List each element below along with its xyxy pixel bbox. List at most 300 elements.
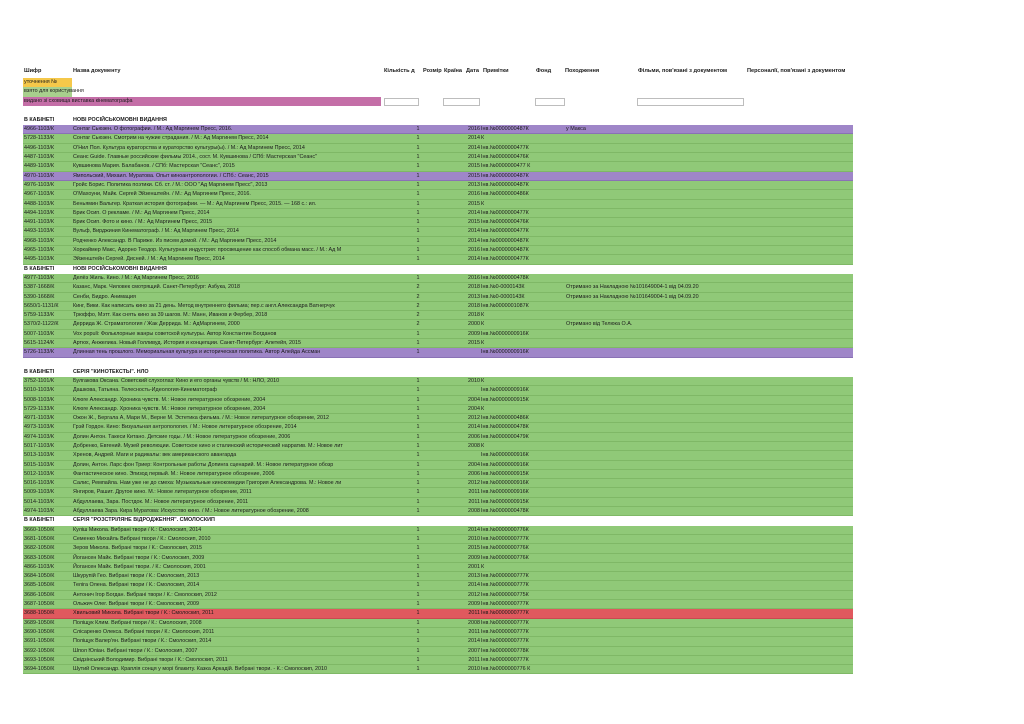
cell-year[interactable]: 2011 xyxy=(468,610,480,617)
cell-qty[interactable]: 1 xyxy=(416,219,420,226)
cell-qty[interactable]: 1 xyxy=(416,526,420,533)
cell-qty[interactable]: 1 xyxy=(416,340,420,347)
cell-qty[interactable]: 1 xyxy=(416,656,420,663)
cell-inventory[interactable]: Інв.№0000000776К xyxy=(481,554,529,561)
cell-inventory[interactable]: Інв.№0000001087К xyxy=(481,302,529,309)
cell-title[interactable]: Янгиров, Рашит. Другое кино. М.: Новое литературное обозрение, 2011 xyxy=(73,489,252,496)
cell-inventory[interactable]: Інв.№0000000777К xyxy=(481,619,529,626)
cell-code[interactable]: 5650/1-1131/К xyxy=(24,302,59,309)
cell-code[interactable]: 5729-1133/К xyxy=(24,405,55,412)
cell-year[interactable]: 2018 xyxy=(468,284,480,291)
cell-title[interactable]: Клюге Александр. Хроника чувств. М.: Новое литературное обозрение, 2004 xyxy=(73,405,266,412)
cell-code[interactable]: 4491-1103/К xyxy=(24,219,55,226)
cell-title[interactable]: О'Нил Пол. Культура кураторства и кураторство культуры(ы). / М.: Ад Маргинем Пресс, 2014 xyxy=(73,144,305,151)
cell-qty[interactable]: 1 xyxy=(416,433,420,440)
header-size[interactable]: Розмір xyxy=(423,68,442,74)
cell-qty[interactable]: 1 xyxy=(416,126,420,133)
cell-qty[interactable]: 1 xyxy=(416,135,420,142)
cell-year[interactable]: 2009 xyxy=(468,554,480,561)
table-row[interactable] xyxy=(23,656,853,665)
cell-qty[interactable]: 1 xyxy=(416,228,420,235)
cell-title[interactable]: Добренко, Евгений. Музей революции. Советское кино и сталинский исторический нарратив. М.: Новое лит xyxy=(73,442,343,449)
cell-code[interactable]: 3694-1050/К xyxy=(24,666,55,673)
cell-title[interactable]: Дашкова, Татьяна. Телесность-Идеология-Кинематограф xyxy=(73,387,217,394)
table-row[interactable] xyxy=(23,507,853,516)
cell-title[interactable]: Делёз Жиль. Кино. / М.: Ад Маргинем Пресс, 2016 xyxy=(73,274,199,281)
table-row[interactable] xyxy=(23,237,853,246)
cell-code[interactable]: 4977-1103/К xyxy=(24,274,55,281)
filter-box-country[interactable] xyxy=(443,98,480,106)
header-persons[interactable]: Персоналії, пов'язані з документом xyxy=(747,68,846,74)
cell-title[interactable]: Абдуллаева Зара. Кира Муратова: Искусство кино. / М.: Новое литературное обозрение, 2008 xyxy=(73,508,309,515)
cell-qty[interactable]: 1 xyxy=(416,144,420,151)
cell-inventory[interactable]: К xyxy=(481,321,485,328)
table-row[interactable] xyxy=(23,386,853,395)
table-row[interactable] xyxy=(23,330,853,339)
cell-note[interactable]: Отримано від Телюка О.А. xyxy=(566,321,633,328)
cell-code[interactable]: 4495-1103/К xyxy=(24,256,55,263)
cell-year[interactable]: 2010 xyxy=(468,666,480,673)
header-code[interactable]: Шифр xyxy=(24,68,42,74)
cell-code[interactable]: 4966-1103/К xyxy=(24,126,55,133)
cell-title[interactable]: Ожон Ж., Бергала А, Мари М., Верне М. Эстетика фильма. / М.: Новое литературное обозрение, 2012 xyxy=(73,415,329,422)
table-row[interactable] xyxy=(23,581,853,590)
table-row[interactable] xyxy=(23,498,853,507)
cell-code[interactable]: 4967-1103/К xyxy=(24,191,55,198)
cell-inventory[interactable]: Інв.№0000000478К xyxy=(481,424,529,431)
cell-title[interactable]: Сонтаг Сьюзен. Смотрим на чужие страдания. / М.: Ад Маргинем Пресс, 2014 xyxy=(73,135,269,142)
table-row[interactable] xyxy=(23,293,853,302)
header-qty[interactable]: Кількість д xyxy=(384,68,415,74)
cell-code[interactable]: 3686-1050/К xyxy=(24,591,55,598)
cell-qty[interactable]: 1 xyxy=(416,498,420,505)
cell-inventory[interactable]: Інв.№0000000486К xyxy=(481,191,529,198)
table-row[interactable] xyxy=(23,134,853,143)
cell-code[interactable]: 4866-1103/К xyxy=(24,563,55,570)
cell-qty[interactable]: 1 xyxy=(416,424,420,431)
cell-inventory[interactable]: Інв.№0000000477К xyxy=(481,256,529,263)
cell-year[interactable]: 2007 xyxy=(468,647,480,654)
table-row[interactable] xyxy=(23,153,853,162)
cell-inventory[interactable]: К xyxy=(481,377,485,384)
cell-title[interactable]: Абдуллаева, Зара. Постдок. М.: Новое литературное обозрение, 2011 xyxy=(73,498,249,505)
header-source[interactable]: Походження xyxy=(565,68,600,74)
cell-year[interactable]: 2016 xyxy=(468,274,480,281)
cell-qty[interactable]: 2 xyxy=(416,293,420,300)
cell-inventory[interactable]: Інв.№0000000777К xyxy=(481,656,529,663)
table-row[interactable] xyxy=(23,283,853,292)
cell-qty[interactable]: 2 xyxy=(416,302,420,309)
cell-title[interactable]: Антонич Ігор Богдан. Вибрані твори / К.: Смолоскип, 2012 xyxy=(73,591,217,598)
table-row[interactable] xyxy=(23,200,853,209)
cell-qty[interactable]: 2 xyxy=(416,284,420,291)
cell-inventory[interactable]: Інв.№0000000777К xyxy=(481,638,529,645)
cell-code[interactable]: 3683-1050/К xyxy=(24,554,55,561)
cell-code[interactable]: 5012-1103/К xyxy=(24,470,55,477)
cell-code[interactable]: 3684-1050/К xyxy=(24,573,55,580)
table-row[interactable] xyxy=(23,544,853,553)
table-row[interactable] xyxy=(23,479,853,488)
cell-year[interactable]: 2012 xyxy=(468,415,480,422)
cell-inventory[interactable]: Інв.№0000000915К xyxy=(481,498,529,505)
cell-qty[interactable]: 1 xyxy=(416,330,420,337)
cell-inventory[interactable]: Інв.№0000000476К xyxy=(481,219,529,226)
cell-code[interactable]: 4976-1103/К xyxy=(24,181,55,188)
cell-qty[interactable]: 1 xyxy=(416,545,420,552)
table-row[interactable] xyxy=(23,181,853,190)
cell-qty[interactable]: 1 xyxy=(416,349,420,356)
cell-qty[interactable]: 1 xyxy=(416,442,420,449)
cell-code[interactable]: 4974-1103/К xyxy=(24,433,55,440)
cell-title[interactable]: Йогансен Майк. Вибрані твори. / К.: Смолоскип, 2001 xyxy=(73,563,206,570)
cell-inventory[interactable]: Інв.№0000000916К xyxy=(481,480,529,487)
cell-code[interactable]: 5008-1103/К xyxy=(24,396,55,403)
cell-code[interactable]: 3689-1050/К xyxy=(24,619,55,626)
table-row[interactable] xyxy=(23,526,853,535)
cell-code[interactable]: 5726-1133/К xyxy=(24,349,55,356)
table-row[interactable] xyxy=(23,554,853,563)
table-row[interactable] xyxy=(23,451,853,460)
cell-code[interactable]: 3692-1050/К xyxy=(24,647,55,654)
cell-title[interactable]: Зеров Микола. Вибрані твори / К.: Смолоскип, 2015 xyxy=(73,545,202,552)
table-row[interactable] xyxy=(23,162,853,171)
cell-qty[interactable]: 1 xyxy=(416,508,420,515)
cell-code[interactable]: 3660-1050/К xyxy=(24,526,55,533)
cell-qty[interactable]: 1 xyxy=(416,573,420,580)
cell-title[interactable]: Шутий Олександр. Краплія сонця у морі блакиту. Казка Аркадій. Вибрані твори. - К.: Смолоскип, 2010 xyxy=(73,666,327,673)
cell-code[interactable]: 3682-1050/К xyxy=(24,545,55,552)
table-row[interactable] xyxy=(23,246,853,255)
cell-qty[interactable]: 1 xyxy=(416,628,420,635)
cell-code[interactable]: 5009-1103/К xyxy=(24,489,55,496)
cell-title[interactable]: Вульф, Вирджиния Кинематограф. / М.: Ад Маргинем Пресс, 2014 xyxy=(73,228,239,235)
cell-note[interactable]: у Макса xyxy=(566,126,586,133)
cell-title[interactable]: Трюффо, Мэтт. Как снять кино за 39 шагов. М.: Манн, Иванов и Фербер, 2018 xyxy=(73,312,268,319)
cell-inventory[interactable]: Інв.№0000000915К xyxy=(481,470,529,477)
cell-qty[interactable]: 1 xyxy=(416,601,420,608)
cell-qty[interactable]: 1 xyxy=(416,237,420,244)
cell-title[interactable]: Хвильовий Микола. Вибрані твори / К.: Смолоскип, 2011 xyxy=(73,610,214,617)
cell-inventory[interactable]: Інв.№0000000777К xyxy=(481,582,529,589)
cell-title[interactable]: Сеанс Guide. Главные российские фильмы 2014., сост. М. Кувшинова / СПб: Мастерская "Сеанс" xyxy=(73,154,317,161)
cell-year[interactable]: 2014 xyxy=(468,526,480,533)
cell-inventory[interactable]: Інв.№0000000776 К xyxy=(481,666,531,673)
cell-code[interactable]: 5015-1103/К xyxy=(24,461,55,468)
cell-inventory[interactable]: Інв.№0000000476К xyxy=(481,154,529,161)
cell-year[interactable]: 2016 xyxy=(468,126,480,133)
cell-title[interactable]: Шпол Юліан. Вибрані твори / К.: Смолоскип, 2007 xyxy=(73,647,198,654)
cell-qty[interactable]: 1 xyxy=(416,256,420,263)
cell-title[interactable]: Поліщук Валер'ян. Вибрані твори / К.: Смолоскип, 2014 xyxy=(73,638,212,645)
cell-title[interactable]: Кувшинова Мария. Балабанов. / СПб: Мастерская "Сеанс", 2015 xyxy=(73,163,235,170)
cell-qty[interactable]: 1 xyxy=(416,666,420,673)
cell-inventory[interactable]: Інв.№0000000915К xyxy=(481,396,529,403)
cell-code[interactable]: 5016-1103/К xyxy=(24,480,55,487)
table-row[interactable] xyxy=(23,647,853,656)
cell-inventory[interactable]: Інв.№0000000777К xyxy=(481,601,529,608)
cell-title[interactable]: Хоркаймер Макс, Адорно Теодор. Культурная индустрия: просвещение как способ обмана масс. / М.: Ад М xyxy=(73,247,342,254)
table-row[interactable] xyxy=(23,144,853,153)
cell-year[interactable]: 2015 xyxy=(468,545,480,552)
cell-code[interactable]: 4489-1103/К xyxy=(24,163,55,170)
cell-code[interactable]: 3685-1050/К xyxy=(24,582,55,589)
cell-code[interactable]: 4974-1103/К xyxy=(24,508,55,515)
cell-title[interactable]: О'Махоуни, Майк. Сергей Эйзенштейн. / М.: Ад Маргинем Пресс, 2016. xyxy=(73,191,251,198)
cell-title[interactable]: Сонтаг Сьюзен. О фотографии. / М.: Ад Маргинем Пресс, 2016. xyxy=(73,126,233,133)
cell-code[interactable]: 4968-1103/К xyxy=(24,237,55,244)
cell-year[interactable]: 2014 xyxy=(468,582,480,589)
cell-title[interactable]: Брик Осип. Фото и кино. / М.: Ад Маргинем Пресс, 2015 xyxy=(73,219,213,226)
table-row[interactable] xyxy=(23,470,853,479)
cell-title[interactable]: Гройс Борис. Политика поэтики. Сб. ст. / М.: ООО "Ад Маргинем Пресс", 2013 xyxy=(73,181,268,188)
cell-title[interactable]: Артюх, Анжелика. Новый Голливуд. История и концепции. Санкт-Петербург: Алетейя, 2015 xyxy=(73,340,302,347)
cell-year[interactable]: 2015 xyxy=(468,219,480,226)
cell-year[interactable]: 2014 xyxy=(468,256,480,263)
cell-qty[interactable]: 1 xyxy=(416,200,420,207)
cell-inventory[interactable]: Інв.№0000000477К xyxy=(481,209,529,216)
cell-inventory[interactable]: Інв.№0000000916К xyxy=(481,489,529,496)
cell-inventory[interactable]: Інв.№0-0000143К xyxy=(481,293,525,300)
cell-year[interactable]: 2014 xyxy=(468,154,480,161)
cell-qty[interactable]: 1 xyxy=(416,619,420,626)
cell-code[interactable]: 4973-1103/К xyxy=(24,424,55,431)
header-note[interactable]: Примітки xyxy=(483,68,509,74)
cell-code[interactable]: 5007-1103/К xyxy=(24,330,55,337)
filter-box-films[interactable] xyxy=(637,98,744,106)
table-row[interactable] xyxy=(23,320,853,329)
cell-code[interactable]: 5370/2-1122/К xyxy=(24,321,59,328)
cell-title[interactable]: Клюге Александр. Хроника чувств. М.: Новое литературное обозрение, 2004 xyxy=(73,396,266,403)
table-row[interactable] xyxy=(23,405,853,414)
cell-inventory[interactable]: Інв.№0000000487К xyxy=(481,126,529,133)
cell-inventory[interactable]: Інв.№0000000776К xyxy=(481,526,529,533)
cell-year[interactable]: 2016 xyxy=(468,247,480,254)
cell-inventory[interactable]: Інв.№0000000776К xyxy=(481,545,529,552)
cell-qty[interactable]: 1 xyxy=(416,535,420,542)
cell-qty[interactable]: 1 xyxy=(416,247,420,254)
cell-qty[interactable]: 1 xyxy=(416,554,420,561)
table-row[interactable] xyxy=(23,619,853,628)
cell-year[interactable]: 2006 xyxy=(468,470,480,477)
cell-year[interactable]: 2011 xyxy=(468,628,480,635)
table-row[interactable] xyxy=(23,600,853,609)
cell-code[interactable]: 4970-1103/К xyxy=(24,172,55,179)
cell-title[interactable]: Грэй Гордон. Кино: Визуальная антропология. / М.: Новое литературное обозрение, 2014 xyxy=(73,424,297,431)
cell-title[interactable]: Семенко Михайль Вибрані твори / К.: Смолоскип, 2010 xyxy=(73,535,211,542)
cell-qty[interactable]: 1 xyxy=(416,452,420,459)
cell-year[interactable]: 2014 xyxy=(468,135,480,142)
cell-code[interactable]: 3688-1050/К xyxy=(24,610,55,617)
cell-title[interactable]: Беньямин Вальтер. Краткая история фотографии. — М.: Ад Маргинем Пресс, 2015. — 168 с.: ил. xyxy=(73,200,317,207)
table-row[interactable] xyxy=(23,218,853,227)
cell-title[interactable]: Фантастическое кино. Эпизод первый. М.: Новое литературное обозрение, 2006 xyxy=(73,470,275,477)
filter-box-fund[interactable] xyxy=(535,98,565,106)
cell-inventory[interactable]: Інв.№0000000916К xyxy=(481,387,529,394)
cell-title[interactable]: Слісаренко Олекса. Вибрані твори / К.: Смолоскип, 2011 xyxy=(73,628,215,635)
table-row[interactable] xyxy=(23,628,853,637)
cell-qty[interactable]: 1 xyxy=(416,209,420,216)
cell-inventory[interactable]: Інв.№0000000916К xyxy=(481,452,529,459)
cell-inventory[interactable]: Інв.№0000000775К xyxy=(481,591,529,598)
cell-qty[interactable]: 1 xyxy=(416,591,420,598)
table-row[interactable] xyxy=(23,311,853,320)
cell-qty[interactable]: 1 xyxy=(416,396,420,403)
cell-title[interactable]: Поліщук Клим. Вибрані твори / К.: Смолоскип, 2008 xyxy=(73,619,202,626)
table-row[interactable] xyxy=(23,339,853,348)
cell-year[interactable]: 2008 xyxy=(468,619,480,626)
cell-year[interactable]: 2014 xyxy=(468,144,480,151)
cell-year[interactable]: 2015 xyxy=(468,200,480,207)
cell-year[interactable]: 2010 xyxy=(468,377,480,384)
cell-inventory[interactable]: К xyxy=(481,442,485,449)
cell-code[interactable]: 3690-1050/К xyxy=(24,628,55,635)
cell-inventory[interactable]: Інв.№0000000477 К xyxy=(481,163,531,170)
table-row[interactable] xyxy=(23,442,853,451)
cell-year[interactable]: 2012 xyxy=(468,480,480,487)
cell-qty[interactable]: 1 xyxy=(416,387,420,394)
filter-box-qty[interactable] xyxy=(384,98,419,106)
cell-year[interactable]: 2013 xyxy=(468,293,480,300)
table-row[interactable] xyxy=(23,433,853,442)
cell-year[interactable]: 2016 xyxy=(468,191,480,198)
cell-inventory[interactable]: Інв.№0000000916К xyxy=(481,349,529,356)
cell-inventory[interactable]: К xyxy=(481,135,485,142)
cell-inventory[interactable]: Інв.№0-0000143К xyxy=(481,284,525,291)
cell-year[interactable]: 2009 xyxy=(468,330,480,337)
cell-inventory[interactable]: К xyxy=(481,340,485,347)
cell-qty[interactable]: 1 xyxy=(416,163,420,170)
cell-qty[interactable]: 1 xyxy=(416,172,420,179)
table-row[interactable] xyxy=(23,396,853,405)
cell-year[interactable]: 2004 xyxy=(468,405,480,412)
cell-title[interactable]: Долин Антон. Такеси Китано. Детские годы. / М.: Новое литературное обозрение, 2006 xyxy=(73,433,291,440)
cell-code[interactable]: 5017-1103/К xyxy=(24,442,55,449)
cell-title[interactable]: Казанс, Марк. Чиловек смотрящий. Санкт-Петербург: Азбука, 2018 xyxy=(73,284,241,291)
cell-year[interactable]: 2011 xyxy=(468,489,480,496)
header-country[interactable]: Країна xyxy=(444,68,463,74)
cell-year[interactable]: 2009 xyxy=(468,601,480,608)
cell-qty[interactable]: 1 xyxy=(416,461,420,468)
cell-code[interactable]: 5728-1133/К xyxy=(24,135,55,142)
table-row[interactable] xyxy=(23,461,853,470)
table-row[interactable] xyxy=(23,125,853,134)
table-row[interactable] xyxy=(23,377,853,386)
cell-year[interactable]: 2004 xyxy=(468,461,480,468)
cell-inventory[interactable]: Інв.№0000000479К xyxy=(481,433,529,440)
table-row[interactable] xyxy=(23,348,853,357)
cell-qty[interactable]: 1 xyxy=(416,181,420,188)
cell-year[interactable]: 2001 xyxy=(468,563,480,570)
table-row[interactable] xyxy=(23,172,853,181)
cell-inventory[interactable]: Інв.№0000000916К xyxy=(481,330,529,337)
cell-qty[interactable]: 1 xyxy=(416,489,420,496)
cell-title[interactable]: Шкурупій Гео. Вибрані твори / К.: Смолоскип, 2013 xyxy=(73,573,200,580)
cell-year[interactable]: 2018 xyxy=(468,302,480,309)
cell-title[interactable]: Сенби, Бидро. Анимация xyxy=(73,293,136,300)
table-row[interactable] xyxy=(23,227,853,236)
table-row[interactable] xyxy=(23,190,853,199)
cell-inventory[interactable]: Інв.№0000000477К xyxy=(481,144,529,151)
cell-year[interactable]: 2014 xyxy=(468,237,480,244)
cell-code[interactable]: 4971-1103/К xyxy=(24,415,55,422)
cell-inventory[interactable]: Інв.№0000000777К xyxy=(481,535,529,542)
cell-note[interactable]: Отримано за Накладною №101649004-1 від 04.09.20 xyxy=(566,284,699,291)
cell-inventory[interactable]: Інв.№0000000478К xyxy=(481,508,529,515)
table-row[interactable] xyxy=(23,535,853,544)
cell-year[interactable]: 2006 xyxy=(468,433,480,440)
table-row[interactable] xyxy=(23,591,853,600)
cell-code[interactable]: 5759-1133/К xyxy=(24,312,55,319)
cell-inventory[interactable]: Інв.№0000000777К xyxy=(481,573,529,580)
cell-qty[interactable]: 1 xyxy=(416,610,420,617)
cell-title[interactable]: Куліш Микола. Вибрані твори / К.: Смолоскип, 2014 xyxy=(73,526,202,533)
cell-inventory[interactable]: К xyxy=(481,405,485,412)
cell-year[interactable]: 2014 xyxy=(468,424,480,431)
cell-qty[interactable]: 1 xyxy=(416,470,420,477)
cell-inventory[interactable]: Інв.№0000000777К xyxy=(481,610,529,617)
cell-code[interactable]: 4488-1103/К xyxy=(24,200,55,207)
cell-inventory[interactable]: Інв.№0000000777К xyxy=(481,628,529,635)
cell-inventory[interactable]: Інв.№0000000487К xyxy=(481,237,529,244)
cell-year[interactable]: 2010 xyxy=(468,535,480,542)
cell-qty[interactable]: 1 xyxy=(416,415,420,422)
table-row[interactable] xyxy=(23,563,853,572)
cell-code[interactable]: 5010-1103/К xyxy=(24,387,55,394)
cell-year[interactable]: 2013 xyxy=(468,573,480,580)
cell-code[interactable]: 4494-1103/К xyxy=(24,209,55,216)
cell-code[interactable]: 4487-1103/К xyxy=(24,154,55,161)
cell-code[interactable]: 4496-1103/К xyxy=(24,144,55,151)
cell-year[interactable]: 2014 xyxy=(468,228,480,235)
cell-code[interactable]: 5390-1668/К xyxy=(24,293,55,300)
cell-year[interactable]: 2008 xyxy=(468,442,480,449)
table-row[interactable] xyxy=(23,255,853,264)
cell-inventory[interactable]: К xyxy=(481,312,485,319)
cell-title[interactable]: Теліга Олена. Вибрані твори / К.: Смолоскип, 2014 xyxy=(73,582,200,589)
cell-title[interactable]: Брик Осип. О рекламе. / М.: Ад Маргинем Пресс, 2014 xyxy=(73,209,210,216)
cell-year[interactable]: 2015 xyxy=(468,163,480,170)
cell-qty[interactable]: 1 xyxy=(416,647,420,654)
cell-inventory[interactable]: Інв.№0000000487К xyxy=(481,172,529,179)
cell-title[interactable]: Vox populi: Фольклорные жанры советской культуры. Автор Константин Богданов xyxy=(73,330,277,337)
cell-qty[interactable]: 1 xyxy=(416,563,420,570)
cell-title[interactable]: Ямпольский, Михаил. Муратова. Опыт киноантропологии. / СПб.: Сеанс, 2015 xyxy=(73,172,269,179)
cell-title[interactable]: Салис, Ремпайла. Нам уже не до смеха: Музыкальные кинокомедии Григория Александрова. М.: Новое ли xyxy=(73,480,342,487)
cell-title[interactable]: Эйзенштейн Сергей. Дисней. / М.: Ад Маргинем Пресс, 2014 xyxy=(73,256,225,263)
cell-code[interactable]: 4965-1103/К xyxy=(24,247,55,254)
cell-year[interactable]: 2011 xyxy=(468,656,480,663)
cell-title[interactable]: Деррида Ж. Страматология / Жак Деррида. М.: АдМаргинем, 2000 xyxy=(73,321,240,328)
cell-inventory[interactable]: К xyxy=(481,200,485,207)
cell-code[interactable]: 3687-1050/К xyxy=(24,601,55,608)
header-date[interactable]: Дата xyxy=(466,68,479,74)
cell-title[interactable]: Родченко Александр. В Париже. Из писем домой. / М.: Ад Маргинем Пресс, 2014 xyxy=(73,237,277,244)
cell-title[interactable]: Ольжич Олег. Вибрані твори / К.: Смолоскип, 2009 xyxy=(73,601,200,608)
table-row[interactable] xyxy=(23,423,853,432)
cell-inventory[interactable]: Інв.№0000000778К xyxy=(481,647,529,654)
cell-inventory[interactable]: Інв.№0000000487К xyxy=(481,181,529,188)
cell-title[interactable]: Свідзінський Володимир. Вибрані твори / К.: Смолоскип, 2011 xyxy=(73,656,228,663)
cell-title[interactable]: Йогансен Майк. Вибрані твори / К.: Смолоскип, 2009 xyxy=(73,554,205,561)
cell-code[interactable]: 5387-1668/К xyxy=(24,284,55,291)
header-fund[interactable]: Фонд xyxy=(536,68,552,74)
table-row[interactable] xyxy=(23,488,853,497)
cell-year[interactable]: 2018 xyxy=(468,312,480,319)
table-row[interactable] xyxy=(23,414,853,423)
table-row[interactable] xyxy=(23,572,853,581)
table-row[interactable] xyxy=(23,637,853,646)
table-row[interactable] xyxy=(23,609,853,618)
